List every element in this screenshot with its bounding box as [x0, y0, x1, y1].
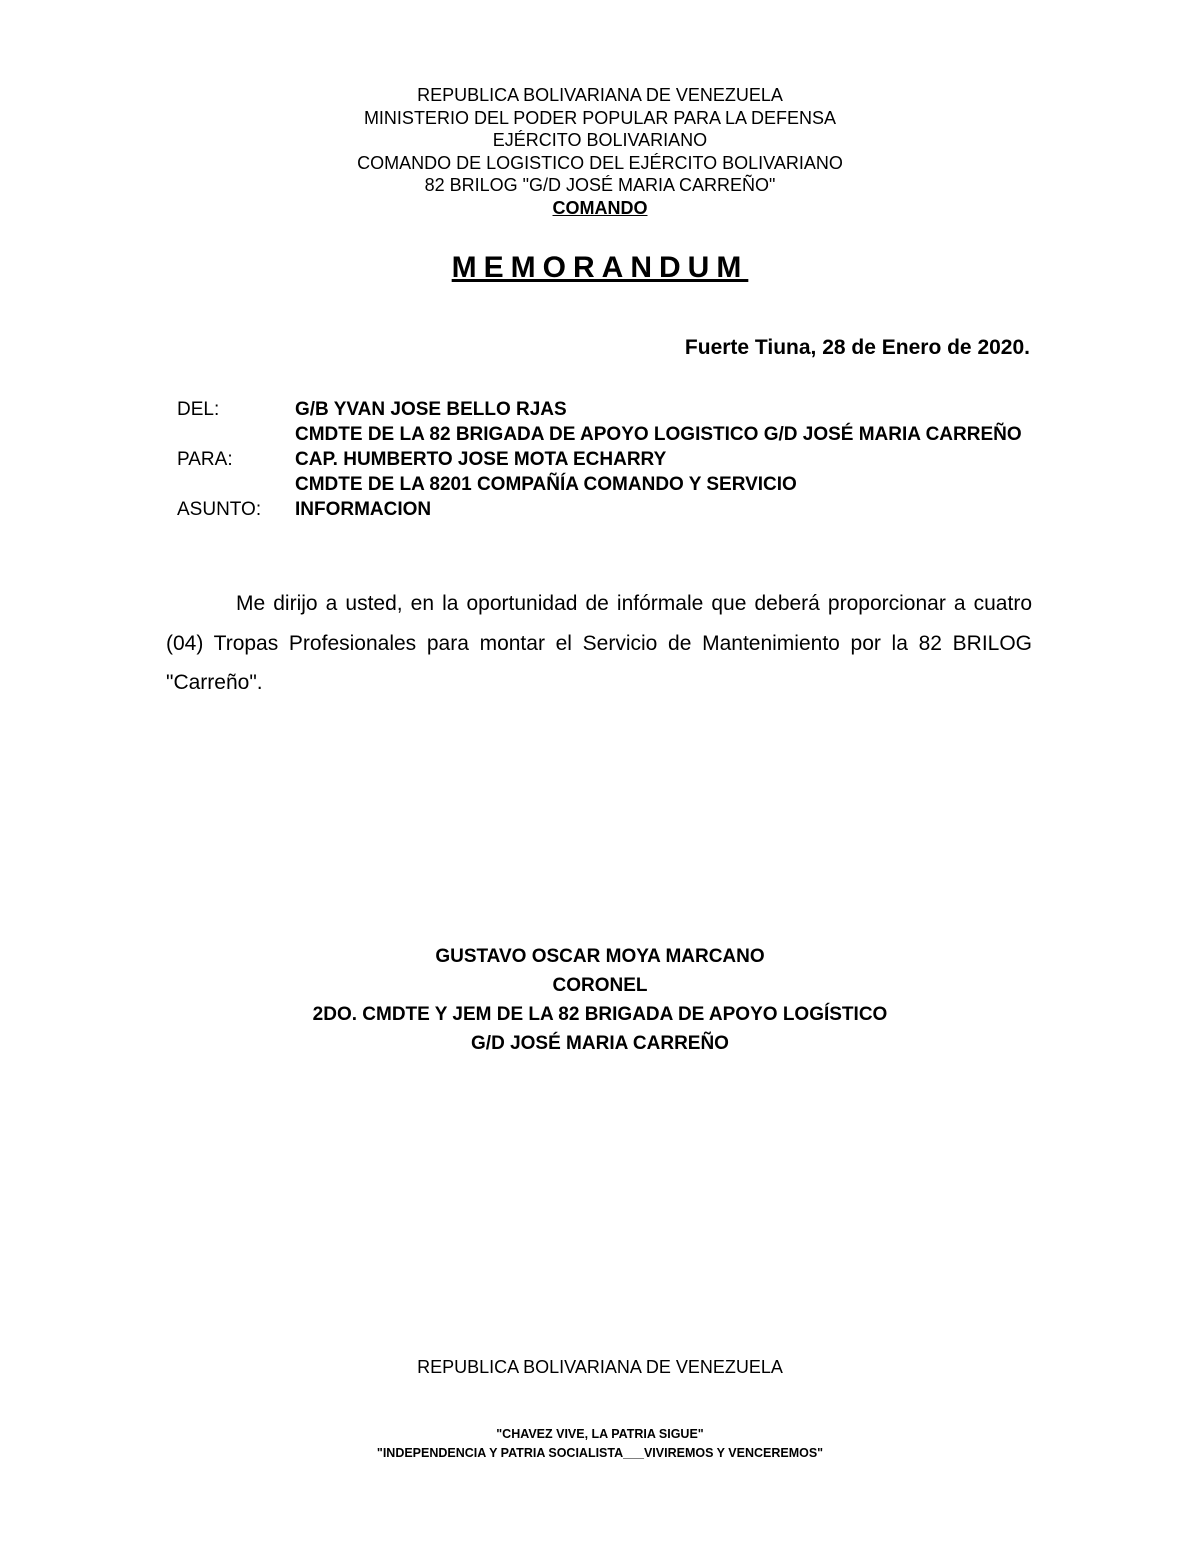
- slogan-2: "INDEPENDENCIA Y PATRIA SOCIALISTA___VIVIREMOS Y VENCEREMOS": [376, 1446, 824, 1460]
- letterhead-line: COMANDO DE LOGISTICO DEL EJÉRCITO BOLIVARIANO: [357, 152, 843, 173]
- signature-rank: CORONEL: [552, 975, 648, 996]
- to-row: [177, 447, 1043, 472]
- signature-unit: G/D JOSÉ MARIA CARREÑO: [471, 1033, 729, 1054]
- letterhead-line: MINISTERIO DEL PODER POPULAR PARA LA DEFENSA: [363, 107, 837, 128]
- from-title-row: [177, 422, 1043, 447]
- signature-name: GUSTAVO OSCAR MOYA MARCANO: [435, 946, 765, 967]
- letterhead-line: 82 BRILOG "G/D JOSÉ MARIA CARREÑO": [424, 175, 776, 195]
- to-name: CAP. HUMBERTO JOSE MOTA ECHARRY: [295, 449, 667, 470]
- from-row: [177, 397, 1043, 422]
- letterhead-unit: COMANDO: [552, 197, 648, 218]
- document-title: MEMORANDUM: [451, 251, 749, 284]
- slogan-1: "CHAVEZ VIVE, LA PATRIA SIGUE": [496, 1427, 704, 1441]
- letterhead-line: REPUBLICA BOLIVARIANA DE VENEZUELA: [417, 85, 783, 105]
- body-paragraph: Me dirijo a usted, en la oportunidad de infórmale que deberá proporcionar a cuatro (04) Tropas Profesionales para montar el Servicio de Mantenimiento por la 82 BRILOG "Carreño".: [166, 592, 1032, 694]
- signature-position: 2DO. CMDTE Y JEM DE LA 82 BRIGADA DE APOYO LOGÍSTICO: [312, 1004, 888, 1025]
- subject-row: [177, 497, 1043, 522]
- from-name: G/B YVAN JOSE BELLO RJAS: [295, 399, 567, 420]
- letterhead: [0, 84, 1200, 219]
- footer-country: REPUBLICA BOLIVARIANA DE VENEZUELA: [417, 1357, 783, 1377]
- from-label: DEL:: [177, 399, 220, 420]
- date-line: Fuerte Tiuna, 28 de Enero de 2020.: [684, 336, 1030, 359]
- routing-block: [177, 397, 1043, 522]
- footer-slogans: [0, 1425, 1200, 1463]
- subject-value: INFORMACION: [295, 499, 432, 520]
- letterhead-line: EJÉRCITO BOLIVARIANO: [492, 130, 708, 150]
- to-title: CMDTE DE LA 8201 COMPAÑÍA COMANDO Y SERVICIO: [295, 474, 797, 495]
- from-title: CMDTE DE LA 82 BRIGADA DE APOYO LOGISTICO G/D JOSÉ MARIA CARREÑO: [295, 424, 1022, 445]
- to-label: PARA:: [177, 449, 233, 470]
- subject-label: ASUNTO:: [177, 499, 262, 520]
- to-title-row: [177, 472, 1043, 497]
- signature-block: [0, 942, 1200, 1058]
